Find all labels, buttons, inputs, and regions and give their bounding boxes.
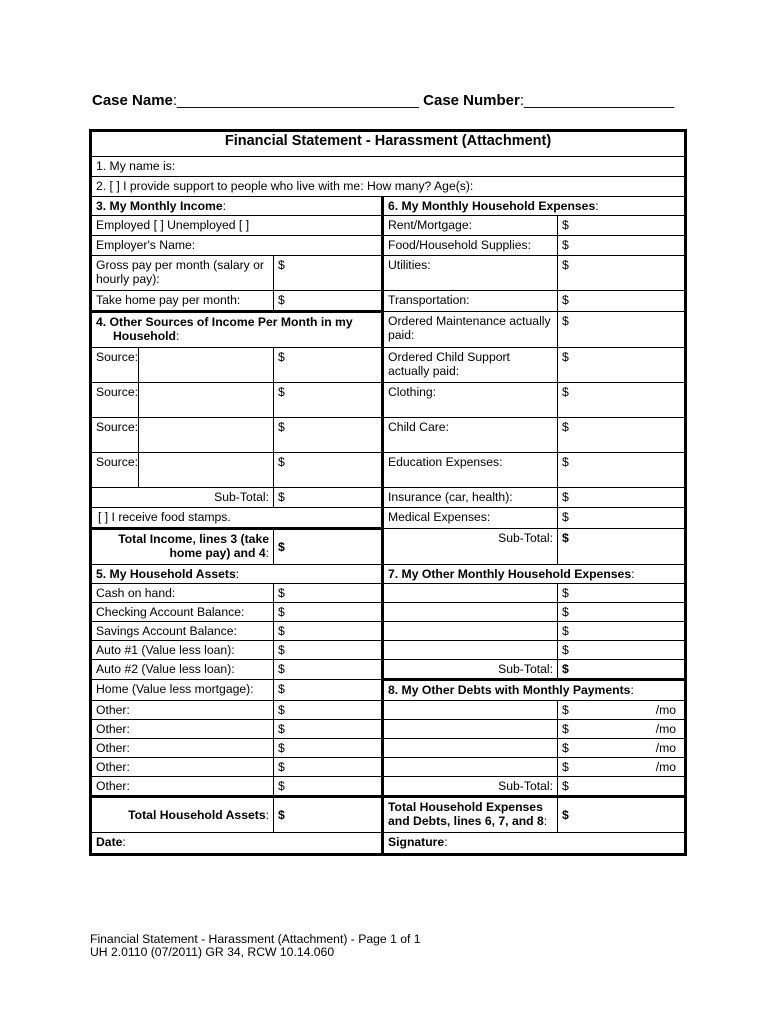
other-expense-value[interactable]: $ <box>558 584 686 603</box>
signature-field[interactable]: Signature: <box>383 833 686 855</box>
debt-input[interactable] <box>383 720 558 739</box>
utilities-label: Utilities: <box>383 256 558 291</box>
transportation-value[interactable]: $ <box>558 291 686 312</box>
debt-input[interactable] <box>383 701 558 720</box>
other-expense-value[interactable]: $ <box>558 603 686 622</box>
support-field[interactable]: 2. [ ] I provide support to people who live with me: How many? Age(s): <box>91 177 686 197</box>
gross-pay-value[interactable]: $ <box>274 256 383 291</box>
take-home-value[interactable]: $ <box>274 291 383 312</box>
transportation-label: Transportation: <box>383 291 558 312</box>
child-support-value[interactable]: $ <box>558 348 686 383</box>
section-5-title: 5. My Household Assets: <box>91 565 383 584</box>
child-care-label: Child Care: <box>383 418 558 453</box>
source-label: Source: <box>91 453 139 488</box>
cash-label: Cash on hand: <box>91 584 274 603</box>
debt-value[interactable]: $ /mo <box>558 701 686 720</box>
education-value[interactable]: $ <box>558 453 686 488</box>
child-care-value[interactable]: $ <box>558 418 686 453</box>
auto1-label: Auto #1 (Value less loan): <box>91 641 274 660</box>
source-label: Source: <box>91 418 139 453</box>
source-input[interactable] <box>139 418 274 453</box>
source-input[interactable] <box>139 348 274 383</box>
auto1-value[interactable]: $ <box>274 641 383 660</box>
other-asset-value[interactable]: $ <box>274 739 383 758</box>
rent-label: Rent/Mortgage: <box>383 216 558 236</box>
home-label: Home (Value less mortgage): <box>91 680 274 701</box>
gross-pay-label: Gross pay per month (salary or hourly pay): <box>91 256 274 291</box>
other-asset-value[interactable]: $ <box>274 720 383 739</box>
case-name-field[interactable]: :_____________________________ <box>172 92 419 109</box>
section-3-title: 3. My Monthly Income: <box>91 197 383 216</box>
take-home-label: Take home pay per month: <box>91 291 274 312</box>
total-assets-label: Total Household Assets: <box>91 797 274 833</box>
page-footer <box>90 933 421 959</box>
child-support-label: Ordered Child Support actually paid: <box>383 348 558 383</box>
other-expense-input[interactable] <box>383 641 558 660</box>
checking-label: Checking Account Balance: <box>91 603 274 622</box>
cash-value[interactable]: $ <box>274 584 383 603</box>
case-number-label: Case Number <box>423 92 520 109</box>
other-expenses-subtotal-label: Sub-Total: <box>383 660 558 680</box>
total-income-label: Total Income, lines 3 (take home pay) and 4: <box>91 529 274 565</box>
footer-form-code: UH 2.0110 (07/2011) GR 34, RCW 10.14.060 <box>90 945 335 959</box>
auto2-label: Auto #2 (Value less loan): <box>91 660 274 680</box>
other-asset-label: Other: <box>91 739 274 758</box>
source-value[interactable]: $ <box>274 383 383 418</box>
other-asset-label: Other: <box>91 720 274 739</box>
total-expenses-value[interactable]: $ <box>558 797 686 833</box>
insurance-value[interactable]: $ <box>558 488 686 508</box>
clothing-label: Clothing: <box>383 383 558 418</box>
source-value[interactable]: $ <box>274 453 383 488</box>
date-field[interactable]: Date: <box>91 833 383 855</box>
food-value[interactable]: $ <box>558 236 686 256</box>
other-asset-value[interactable]: $ <box>274 701 383 720</box>
expenses-subtotal-label: Sub-Total: <box>383 529 558 565</box>
debt-value[interactable]: $ /mo <box>558 720 686 739</box>
clothing-value[interactable]: $ <box>558 383 686 418</box>
debt-value[interactable]: $ /mo <box>558 739 686 758</box>
utilities-value[interactable]: $ <box>558 256 686 291</box>
checking-value[interactable]: $ <box>274 603 383 622</box>
medical-label: Medical Expenses: <box>383 508 558 529</box>
home-value[interactable]: $ <box>274 680 383 701</box>
debt-input[interactable] <box>383 758 558 777</box>
ordered-maintenance-value[interactable]: $ <box>558 312 686 348</box>
employment-status[interactable]: Employed [ ] Unemployed [ ] <box>91 216 383 236</box>
source-value[interactable]: $ <box>274 348 383 383</box>
other-expense-input[interactable] <box>383 584 558 603</box>
savings-label: Savings Account Balance: <box>91 622 274 641</box>
savings-value[interactable]: $ <box>274 622 383 641</box>
auto2-value[interactable]: $ <box>274 660 383 680</box>
debts-subtotal-value[interactable]: $ <box>558 777 686 797</box>
form-title: Financial Statement - Harassment (Attachment) <box>91 131 686 157</box>
food-label: Food/Household Supplies: <box>383 236 558 256</box>
expenses-subtotal-value[interactable]: $ <box>558 529 686 565</box>
case-name-label: Case Name <box>92 92 173 109</box>
section-8-title: 8. My Other Debts with Monthly Payments: <box>383 680 686 701</box>
source-value[interactable]: $ <box>274 418 383 453</box>
other-expense-value[interactable]: $ <box>558 641 686 660</box>
total-assets-value[interactable]: $ <box>274 797 383 833</box>
source-label: Source: <box>91 383 139 418</box>
employer-name[interactable]: Employer's Name: <box>91 236 383 256</box>
debt-input[interactable] <box>383 739 558 758</box>
medical-value[interactable]: $ <box>558 508 686 529</box>
section-6-title: 6. My Monthly Household Expenses: <box>383 197 686 216</box>
other-asset-label: Other: <box>91 777 274 797</box>
source-label: Source: <box>91 348 139 383</box>
other-asset-label: Other: <box>91 758 274 777</box>
other-asset-value[interactable]: $ <box>274 758 383 777</box>
source-input[interactable] <box>139 453 274 488</box>
section-7-title: 7. My Other Monthly Household Expenses: <box>383 565 686 584</box>
other-asset-label: Other: <box>91 701 274 720</box>
other-expenses-subtotal-value[interactable]: $ <box>558 660 686 680</box>
income-subtotal-value[interactable]: $ <box>274 488 383 508</box>
debt-value[interactable]: $ /mo <box>558 758 686 777</box>
other-expense-input[interactable] <box>383 603 558 622</box>
total-income-value[interactable]: $ <box>274 529 383 565</box>
insurance-label: Insurance (car, health): <box>383 488 558 508</box>
name-field[interactable]: 1. My name is: <box>91 157 686 177</box>
education-label: Education Expenses: <box>383 453 558 488</box>
ordered-maintenance-label: Ordered Maintenance actually paid: <box>383 312 558 348</box>
footer-title: Financial Statement - Harassment (Attachment) - Page 1 of 1 <box>90 932 421 946</box>
case-number-field[interactable]: :__________________ <box>519 92 675 109</box>
rent-value[interactable]: $ <box>558 216 686 236</box>
other-asset-value[interactable]: $ <box>274 777 383 797</box>
income-subtotal-label: Sub-Total: <box>91 488 274 508</box>
financial-statement-form <box>89 129 687 856</box>
debts-subtotal-label: Sub-Total: <box>383 777 558 797</box>
food-stamps-checkbox[interactable]: [ ] I receive food stamps. <box>91 508 383 529</box>
other-expense-input[interactable] <box>383 622 558 641</box>
other-expense-value[interactable]: $ <box>558 622 686 641</box>
case-header <box>92 92 674 109</box>
section-4-title: 4. Other Sources of Income Per Month in my Household: <box>91 312 383 348</box>
source-input[interactable] <box>139 383 274 418</box>
total-expenses-label: Total Household Expenses and Debts, lines 6, 7, and 8: <box>383 797 558 833</box>
